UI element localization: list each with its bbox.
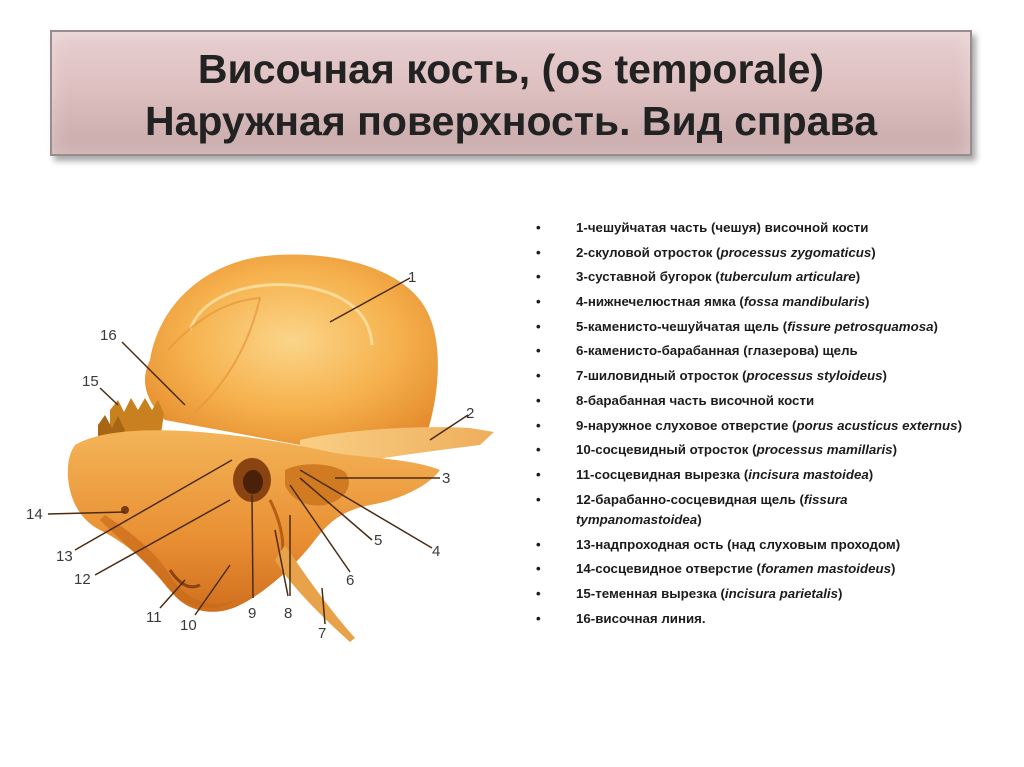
bullet-marker: • (536, 368, 541, 384)
bullet-marker: • (536, 536, 541, 552)
legend-latin-term: fissura tympanomastoidea (576, 491, 848, 527)
legend-text: 1-чешуйчатая часть (чешуя) височной кости (576, 220, 869, 235)
legend-list (536, 218, 976, 633)
bullet-marker: • (536, 220, 541, 235)
legend-item (536, 292, 976, 312)
legend-item (536, 366, 976, 386)
bullet-marker: • (536, 318, 541, 334)
legend-text: 11-сосцевидная вырезка ( (576, 466, 749, 482)
legend-item (536, 391, 976, 411)
legend-text-close: ) (697, 511, 702, 527)
bullet-marker: • (536, 294, 541, 310)
legend-text: 12-барабанно-сосцевидная щель ( (576, 491, 804, 507)
legend-item (536, 465, 976, 485)
figure-label-2: 2 (466, 405, 475, 422)
legend-latin-term: processus styloideus (746, 368, 883, 384)
title-line-1: Височная кость, (os temporale) (197, 46, 825, 92)
figure-label-7: 7 (318, 625, 327, 642)
bullet-marker: • (536, 561, 541, 577)
legend-item (536, 440, 976, 460)
legend-item (536, 243, 976, 263)
legend-latin-term: processus mamillaris (756, 442, 893, 458)
legend-item (536, 267, 976, 287)
figure-label-16: 16 (100, 327, 117, 344)
legend-item (536, 584, 976, 604)
legend-item (536, 609, 976, 629)
legend-item (536, 341, 976, 361)
legend-latin-term: tuberculum articulare (719, 269, 856, 285)
figure-label-4: 4 (432, 543, 441, 560)
legend-latin-term: fissure petrosquamosa (787, 318, 934, 334)
title-line-2: Наружная поверхность. Вид справа (145, 98, 877, 144)
figure-label-11: 11 (146, 609, 162, 626)
legend-text: 10-сосцевидный отросток ( (576, 442, 757, 458)
legend-text-close: ) (892, 442, 898, 458)
legend-text-close: ) (957, 417, 963, 433)
legend-text: 7-шиловидный отросток ( (576, 368, 747, 384)
legend-text: 2-скуловой отросток ( (576, 244, 721, 260)
legend-latin-term: porus acusticus externus (796, 417, 958, 433)
bullet-marker: • (536, 343, 541, 359)
bullet-marker: • (536, 392, 541, 408)
legend-item (536, 317, 976, 337)
legend-text: 3-суставной бугорок ( (576, 269, 720, 285)
bullet-marker: • (536, 417, 541, 433)
legend-text: 16-височная линия. (576, 610, 706, 626)
bullet-marker: • (536, 244, 541, 260)
figure-label-13: 13 (56, 548, 73, 565)
legend-item (536, 535, 976, 555)
legend-latin-term: fossa mandibularis (743, 294, 866, 310)
legend-item (536, 218, 976, 238)
figure-label-9: 9 (248, 605, 257, 622)
legend-text: 6-каменисто-барабанная (глазерова) щель (576, 343, 858, 359)
legend-latin-term: processus zygomaticus (720, 244, 872, 260)
temporal-bone-figure (0, 240, 520, 680)
legend-item (536, 559, 976, 579)
legend-text-close: ) (933, 318, 938, 334)
bullet-marker: • (536, 269, 541, 285)
figure-label-14: 14 (26, 506, 43, 523)
legend-text: 5-каменисто-чешуйчатая щель ( (576, 318, 788, 334)
legend-text-close: ) (838, 585, 843, 601)
legend-text-close: ) (868, 466, 874, 482)
legend-latin-term: foramen mastoideus (760, 561, 892, 577)
bullet-marker: • (536, 585, 541, 601)
figure-label-3: 3 (442, 470, 451, 487)
legend-text: 8-барабанная часть височной кости (576, 392, 815, 408)
figure-label-5: 5 (374, 532, 383, 549)
bullet-marker: • (536, 466, 541, 482)
legend-item (536, 416, 976, 436)
legend-text-close: ) (891, 561, 896, 577)
legend-latin-term: incisura parietalis (724, 585, 838, 601)
legend-text-close: ) (871, 244, 876, 260)
legend-latin-term: incisura mastoidea (748, 466, 869, 482)
legend-text: 4-нижнечелюстная ямка ( (576, 294, 744, 310)
legend-text: 9-наружное слуховое отверстие ( (576, 417, 797, 433)
legend-text-close: ) (855, 269, 861, 285)
bullet-marker: • (536, 442, 541, 458)
figure-label-6: 6 (346, 572, 355, 589)
bullet-marker: • (536, 491, 541, 507)
title-banner (50, 30, 972, 156)
legend-item (536, 490, 976, 531)
bullet-marker: • (536, 610, 541, 626)
legend-text-close: ) (865, 294, 870, 310)
figure-label-8: 8 (284, 605, 293, 622)
legend-text: 15-теменная вырезка ( (576, 585, 725, 601)
legend-text: 14-сосцевидное отверстие ( (576, 561, 761, 577)
legend-text: 13-надпроходная ость (над слуховым проходом) (576, 536, 901, 552)
squama-shape (145, 255, 438, 445)
legend-text-close: ) (882, 368, 887, 384)
figure-label-10: 10 (180, 617, 197, 634)
figure-label-15: 15 (82, 373, 99, 390)
figure-label-12: 12 (74, 571, 91, 588)
figure-label-1: 1 (408, 269, 417, 286)
